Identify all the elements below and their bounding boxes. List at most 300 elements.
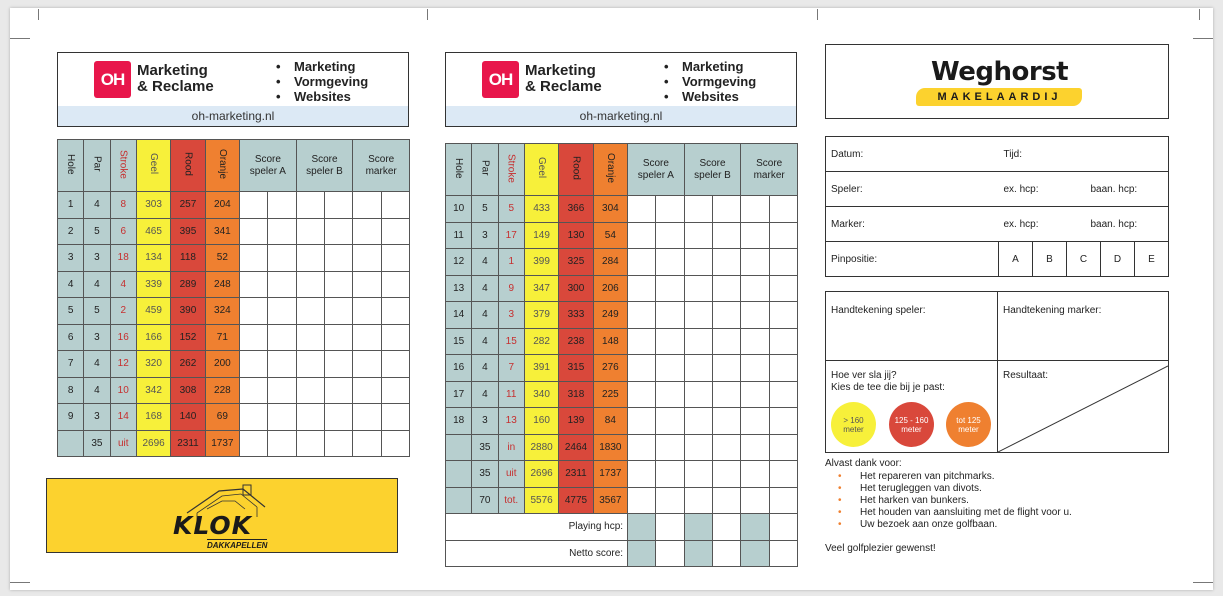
score-input-cell[interactable] — [353, 245, 381, 272]
stroke-cell: 14 — [110, 404, 136, 431]
resultaat-field[interactable]: Resultaat: — [1003, 370, 1049, 381]
score-input-cell[interactable] — [684, 408, 712, 435]
score-input-cell[interactable] — [240, 430, 268, 456]
speler-baanhcp-field[interactable]: baan. hcp: — [1067, 172, 1169, 207]
score-input-cell[interactable] — [381, 298, 409, 325]
oranje-distance-cell: 324 — [205, 298, 239, 325]
thanks-item: • Het terugleggen van divots. — [825, 483, 1072, 495]
par-cell: 4 — [84, 192, 110, 219]
marker-baanhcp-field[interactable]: baan. hcp: — [1067, 207, 1169, 242]
score-input-cell[interactable] — [628, 328, 656, 355]
score-input-cell[interactable] — [628, 514, 656, 541]
score-input-cell[interactable] — [769, 461, 797, 488]
back-nine-table — [445, 143, 798, 567]
score-input-cell[interactable] — [741, 328, 769, 355]
score-input-cell[interactable] — [353, 404, 381, 431]
score-input-cell[interactable] — [268, 377, 296, 404]
table-row — [446, 381, 798, 408]
total-par-cell: 35 — [472, 461, 498, 488]
score-input-cell[interactable] — [628, 275, 656, 302]
rood-distance-cell: 395 — [171, 218, 205, 245]
tee-orange: tot 125 meter — [946, 402, 991, 447]
score-input-cell[interactable] — [656, 408, 684, 435]
score-input-cell[interactable] — [713, 487, 741, 514]
score-input-cell[interactable] — [656, 487, 684, 514]
total-geel-cell: 2696 — [524, 461, 558, 488]
score-input-cell[interactable] — [713, 328, 741, 355]
score-input-cell[interactable] — [353, 298, 381, 325]
score-input-cell[interactable] — [769, 381, 797, 408]
score-input-cell[interactable] — [769, 514, 797, 541]
score-input-cell[interactable] — [769, 408, 797, 435]
score-input-cell[interactable] — [268, 218, 296, 245]
hole-cell: 11 — [446, 222, 472, 249]
total-rood-cell: 4775 — [559, 487, 593, 514]
score-input-cell[interactable] — [628, 355, 656, 382]
score-input-cell[interactable] — [741, 540, 769, 566]
service-item: • Vormgeving — [664, 74, 756, 89]
score-input-cell[interactable] — [684, 381, 712, 408]
score-input-cell[interactable] — [353, 351, 381, 378]
thanks-section — [825, 458, 1072, 555]
geel-distance-cell: 399 — [524, 249, 558, 276]
pin-option-d[interactable]: D — [1101, 242, 1135, 277]
oranje-distance-cell: 228 — [205, 377, 239, 404]
oh-marketing-logo-middle — [445, 52, 797, 127]
score-input-cell[interactable] — [769, 540, 797, 566]
oh-brand-name: Marketing & Reclame — [137, 62, 214, 95]
score-input-cell[interactable] — [325, 298, 353, 325]
score-input-cell[interactable] — [684, 328, 712, 355]
score-input-cell[interactable] — [713, 222, 741, 249]
col-score-speler-a: Score speler A — [240, 140, 297, 192]
score-input-cell[interactable] — [240, 324, 268, 351]
score-input-cell[interactable] — [741, 249, 769, 276]
score-input-cell[interactable] — [741, 408, 769, 435]
score-input-cell[interactable] — [741, 275, 769, 302]
front-nine-table — [57, 139, 410, 457]
score-input-cell[interactable] — [769, 434, 797, 461]
score-input-cell[interactable] — [325, 324, 353, 351]
info-row-marker — [826, 207, 1169, 242]
score-input-cell[interactable] — [628, 249, 656, 276]
score-input-cell[interactable] — [381, 218, 409, 245]
geel-distance-cell: 320 — [136, 351, 170, 378]
score-input-cell[interactable] — [325, 430, 353, 456]
service-item: • Websites — [276, 89, 368, 104]
score-input-cell[interactable] — [628, 487, 656, 514]
total-hole-cell — [446, 487, 472, 514]
score-input-cell[interactable] — [713, 275, 741, 302]
score-input-cell[interactable] — [741, 514, 769, 541]
pin-option-c[interactable]: C — [1067, 242, 1101, 277]
score-input-cell[interactable] — [656, 302, 684, 329]
oranje-distance-cell: 276 — [593, 355, 627, 382]
crop-mark — [10, 38, 30, 39]
score-input-cell[interactable] — [769, 196, 797, 223]
score-input-cell[interactable] — [684, 514, 712, 541]
score-input-cell[interactable] — [741, 461, 769, 488]
score-input-cell[interactable] — [381, 404, 409, 431]
rood-distance-cell: 333 — [559, 302, 593, 329]
table-row — [446, 302, 798, 329]
marker-exhcp-field[interactable]: ex. hcp: — [999, 207, 1067, 242]
par-cell: 3 — [472, 222, 498, 249]
score-input-cell[interactable] — [713, 355, 741, 382]
datum-field[interactable]: Datum: — [831, 148, 864, 160]
geel-distance-cell: 134 — [136, 245, 170, 272]
geel-distance-cell: 465 — [136, 218, 170, 245]
score-input-cell[interactable] — [325, 218, 353, 245]
klok-name: KLOK — [173, 511, 253, 540]
score-input-cell[interactable] — [684, 222, 712, 249]
score-input-cell[interactable] — [741, 222, 769, 249]
score-input-cell[interactable] — [325, 351, 353, 378]
score-input-cell[interactable] — [353, 218, 381, 245]
stroke-cell: 12 — [110, 351, 136, 378]
total-oranje-cell: 1737 — [593, 461, 627, 488]
score-input-cell[interactable] — [325, 404, 353, 431]
rood-distance-cell: 390 — [171, 298, 205, 325]
col-oranje: Oranje — [205, 140, 239, 192]
stroke-cell: 13 — [498, 408, 524, 435]
thanks-item: • Het harken van bunkers. — [825, 495, 1072, 507]
table-row — [58, 404, 410, 431]
score-input-cell[interactable] — [741, 355, 769, 382]
oh-url[interactable]: oh-marketing.nl — [446, 106, 796, 126]
weghorst-subtitle: MAKELAARDIJ — [937, 91, 1062, 103]
score-input-cell[interactable] — [296, 430, 324, 456]
score-input-cell[interactable] — [268, 324, 296, 351]
score-input-cell[interactable] — [240, 404, 268, 431]
score-input-cell[interactable] — [769, 328, 797, 355]
stroke-cell: 3 — [498, 302, 524, 329]
rood-distance-cell: 366 — [559, 196, 593, 223]
tijd-field[interactable]: Tijd: — [1003, 148, 1023, 160]
score-input-cell[interactable] — [296, 218, 324, 245]
score-input-cell[interactable] — [240, 245, 268, 272]
info-row-speler — [826, 172, 1169, 207]
oranje-distance-cell: 52 — [205, 245, 239, 272]
total-rood-cell: 2311 — [171, 430, 205, 456]
weghorst-name: Weghorst — [931, 57, 1069, 87]
score-input-cell[interactable] — [684, 196, 712, 223]
score-input-cell[interactable] — [268, 298, 296, 325]
oh-services-list — [276, 59, 368, 104]
marker-field[interactable]: Marker: — [826, 207, 999, 242]
score-input-cell[interactable] — [296, 245, 324, 272]
score-input-cell[interactable] — [769, 249, 797, 276]
geel-distance-cell: 459 — [136, 298, 170, 325]
score-input-cell[interactable] — [325, 192, 353, 219]
score-input-cell[interactable] — [741, 487, 769, 514]
service-item: • Marketing — [664, 59, 756, 74]
score-input-cell[interactable] — [741, 381, 769, 408]
total-oranje-cell: 3567 — [593, 487, 627, 514]
geel-distance-cell: 168 — [136, 404, 170, 431]
score-input-cell[interactable] — [656, 461, 684, 488]
oh-brand-name: Marketing & Reclame — [525, 62, 602, 95]
rood-distance-cell: 118 — [171, 245, 205, 272]
score-input-cell[interactable] — [656, 249, 684, 276]
total-label-cell: uit — [498, 461, 524, 488]
score-input-cell[interactable] — [684, 434, 712, 461]
thanks-item: • Het houden van aansluiting met de flight voor u. — [825, 507, 1072, 519]
score-input-cell[interactable] — [628, 434, 656, 461]
table-row — [446, 275, 798, 302]
score-input-cell[interactable] — [353, 377, 381, 404]
par-cell: 5 — [472, 196, 498, 223]
score-input-cell[interactable] — [296, 192, 324, 219]
score-input-cell[interactable] — [769, 275, 797, 302]
score-input-cell[interactable] — [628, 540, 656, 566]
score-input-cell[interactable] — [296, 271, 324, 298]
score-input-cell[interactable] — [296, 377, 324, 404]
pin-option-b[interactable]: B — [1033, 242, 1067, 277]
handtekening-speler-field[interactable]: Handtekening speler: — [831, 305, 926, 316]
score-input-cell[interactable] — [353, 430, 381, 456]
oh-url[interactable]: oh-marketing.nl — [58, 106, 408, 126]
score-input-cell[interactable] — [713, 302, 741, 329]
par-cell: 5 — [84, 298, 110, 325]
table-row — [446, 355, 798, 382]
score-input-cell[interactable] — [741, 196, 769, 223]
score-input-cell[interactable] — [240, 298, 268, 325]
stroke-cell: 8 — [110, 192, 136, 219]
col-score-speler-b: Score speler B — [296, 140, 353, 192]
score-input-cell[interactable] — [656, 328, 684, 355]
score-input-cell[interactable] — [381, 245, 409, 272]
score-input-cell[interactable] — [741, 434, 769, 461]
score-input-cell[interactable] — [240, 218, 268, 245]
score-input-cell[interactable] — [268, 271, 296, 298]
geel-distance-cell: 340 — [524, 381, 558, 408]
score-input-cell[interactable] — [713, 249, 741, 276]
total-label-cell: in — [498, 434, 524, 461]
score-input-cell[interactable] — [684, 487, 712, 514]
total-row — [446, 461, 798, 488]
crop-mark — [1193, 38, 1213, 39]
oh-badge-icon: OH — [94, 61, 131, 98]
rood-distance-cell: 139 — [559, 408, 593, 435]
score-input-cell[interactable] — [325, 271, 353, 298]
oranje-distance-cell: 200 — [205, 351, 239, 378]
score-input-cell[interactable] — [684, 249, 712, 276]
score-input-cell[interactable] — [268, 192, 296, 219]
total-oranje-cell: 1830 — [593, 434, 627, 461]
score-input-cell[interactable] — [684, 302, 712, 329]
score-input-cell[interactable] — [656, 355, 684, 382]
total-row — [58, 430, 410, 456]
netto-score-row — [446, 540, 798, 566]
info-row-datum — [826, 137, 1169, 172]
pinpositie-label: Pinpositie: — [826, 242, 999, 277]
klok-subtitle: DAKKAPELLEN — [207, 541, 268, 550]
score-input-cell[interactable] — [628, 222, 656, 249]
oranje-distance-cell: 225 — [593, 381, 627, 408]
playing-hcp-row — [446, 514, 798, 541]
hole-cell: 13 — [446, 275, 472, 302]
par-cell: 4 — [84, 377, 110, 404]
score-input-cell[interactable] — [684, 540, 712, 566]
stroke-cell: 4 — [110, 271, 136, 298]
score-input-cell[interactable] — [684, 275, 712, 302]
score-input-cell[interactable] — [268, 430, 296, 456]
rood-distance-cell: 152 — [171, 324, 205, 351]
score-input-cell[interactable] — [769, 487, 797, 514]
hole-cell: 3 — [58, 245, 84, 272]
total-oranje-cell: 1737 — [205, 430, 239, 456]
par-cell: 3 — [84, 245, 110, 272]
score-input-cell[interactable] — [240, 377, 268, 404]
score-input-cell[interactable] — [656, 196, 684, 223]
score-input-cell[interactable] — [656, 275, 684, 302]
stroke-cell: 18 — [110, 245, 136, 272]
score-input-cell[interactable] — [353, 192, 381, 219]
score-input-cell[interactable] — [769, 302, 797, 329]
klok-dakkapellen-logo — [46, 478, 398, 553]
score-input-cell[interactable] — [628, 196, 656, 223]
service-item: • Vormgeving — [276, 74, 368, 89]
rood-distance-cell: 318 — [559, 381, 593, 408]
thanks-item: • Het repareren van pitchmarks. — [825, 471, 1072, 483]
score-input-cell[interactable] — [656, 222, 684, 249]
rood-distance-cell: 300 — [559, 275, 593, 302]
rood-distance-cell: 289 — [171, 271, 205, 298]
par-cell: 4 — [472, 249, 498, 276]
playing-hcp-row-label: Playing hcp: — [446, 514, 628, 541]
score-input-cell[interactable] — [713, 514, 741, 541]
rood-distance-cell: 238 — [559, 328, 593, 355]
score-input-cell[interactable] — [656, 514, 684, 541]
hole-cell: 18 — [446, 408, 472, 435]
score-input-cell[interactable] — [240, 351, 268, 378]
score-input-cell[interactable] — [628, 302, 656, 329]
hole-cell: 14 — [446, 302, 472, 329]
total-rood-cell: 2464 — [559, 434, 593, 461]
score-input-cell[interactable] — [769, 222, 797, 249]
score-input-cell[interactable] — [684, 461, 712, 488]
total-geel-cell: 2696 — [136, 430, 170, 456]
oranje-distance-cell: 284 — [593, 249, 627, 276]
rood-distance-cell: 262 — [171, 351, 205, 378]
stroke-cell: 11 — [498, 381, 524, 408]
score-input-cell[interactable] — [381, 271, 409, 298]
geel-distance-cell: 347 — [524, 275, 558, 302]
total-row — [446, 434, 798, 461]
stroke-cell: 5 — [498, 196, 524, 223]
score-input-cell[interactable] — [628, 381, 656, 408]
score-input-cell[interactable] — [713, 540, 741, 566]
score-input-cell[interactable] — [353, 271, 381, 298]
geel-distance-cell: 166 — [136, 324, 170, 351]
rood-distance-cell: 315 — [559, 355, 593, 382]
score-input-cell[interactable] — [713, 434, 741, 461]
speler-field[interactable]: Speler: — [826, 172, 999, 207]
crop-mark — [10, 582, 30, 583]
score-input-cell[interactable] — [713, 196, 741, 223]
score-input-cell[interactable] — [325, 377, 353, 404]
signature-box — [825, 291, 1169, 453]
score-input-cell[interactable] — [353, 324, 381, 351]
score-input-cell[interactable] — [268, 245, 296, 272]
score-input-cell[interactable] — [381, 324, 409, 351]
table-row — [58, 271, 410, 298]
tee-red: 125 - 160 meter — [889, 402, 934, 447]
score-input-cell[interactable] — [381, 377, 409, 404]
total-par-cell: 70 — [472, 487, 498, 514]
score-input-cell[interactable] — [268, 404, 296, 431]
table-row — [58, 192, 410, 219]
score-input-cell[interactable] — [381, 192, 409, 219]
score-input-cell[interactable] — [296, 324, 324, 351]
hole-cell: 12 — [446, 249, 472, 276]
score-input-cell[interactable] — [240, 271, 268, 298]
score-input-cell[interactable] — [656, 434, 684, 461]
score-input-cell[interactable] — [381, 351, 409, 378]
score-input-cell[interactable] — [713, 381, 741, 408]
hole-cell: 1 — [58, 192, 84, 219]
score-input-cell[interactable] — [628, 461, 656, 488]
oranje-distance-cell: 204 — [205, 192, 239, 219]
col-score-speler-b: Score speler B — [684, 144, 741, 196]
score-input-cell[interactable] — [713, 461, 741, 488]
oranje-distance-cell: 148 — [593, 328, 627, 355]
score-input-cell[interactable] — [240, 192, 268, 219]
score-input-cell[interactable] — [296, 298, 324, 325]
stroke-cell: 10 — [110, 377, 136, 404]
total-label-cell: uit — [110, 430, 136, 456]
col-stroke: Stroke — [498, 144, 524, 196]
total-row — [446, 487, 798, 514]
col-hole: Hole — [58, 140, 84, 192]
table-row — [58, 218, 410, 245]
table-row — [446, 249, 798, 276]
stroke-cell: 6 — [110, 218, 136, 245]
score-input-cell[interactable] — [656, 540, 684, 566]
service-item: • Websites — [664, 89, 756, 104]
score-input-cell[interactable] — [268, 351, 296, 378]
thanks-list — [825, 471, 1072, 531]
pin-option-e[interactable]: E — [1135, 242, 1169, 277]
score-input-cell[interactable] — [628, 408, 656, 435]
oranje-distance-cell: 69 — [205, 404, 239, 431]
geel-distance-cell: 342 — [136, 377, 170, 404]
pin-option-a[interactable]: A — [999, 242, 1033, 277]
stroke-cell: 7 — [498, 355, 524, 382]
score-input-cell[interactable] — [325, 245, 353, 272]
score-input-cell[interactable] — [741, 302, 769, 329]
thanks-closing: Veel golfplezier gewenst! — [825, 543, 936, 554]
score-input-cell[interactable] — [381, 430, 409, 456]
par-cell: 4 — [472, 328, 498, 355]
oranje-distance-cell: 54 — [593, 222, 627, 249]
score-input-cell[interactable] — [769, 355, 797, 382]
speler-exhcp-field[interactable]: ex. hcp: — [999, 172, 1067, 207]
score-input-cell[interactable] — [296, 404, 324, 431]
crop-mark — [38, 9, 39, 20]
geel-distance-cell: 433 — [524, 196, 558, 223]
handtekening-marker-field[interactable]: Handtekening marker: — [1003, 305, 1102, 316]
oh-badge-icon: OH — [482, 61, 519, 98]
rood-distance-cell: 308 — [171, 377, 205, 404]
score-input-cell[interactable] — [713, 408, 741, 435]
score-input-cell[interactable] — [684, 355, 712, 382]
score-input-cell[interactable] — [296, 351, 324, 378]
par-cell: 4 — [84, 351, 110, 378]
score-input-cell[interactable] — [656, 381, 684, 408]
oranje-distance-cell: 341 — [205, 218, 239, 245]
